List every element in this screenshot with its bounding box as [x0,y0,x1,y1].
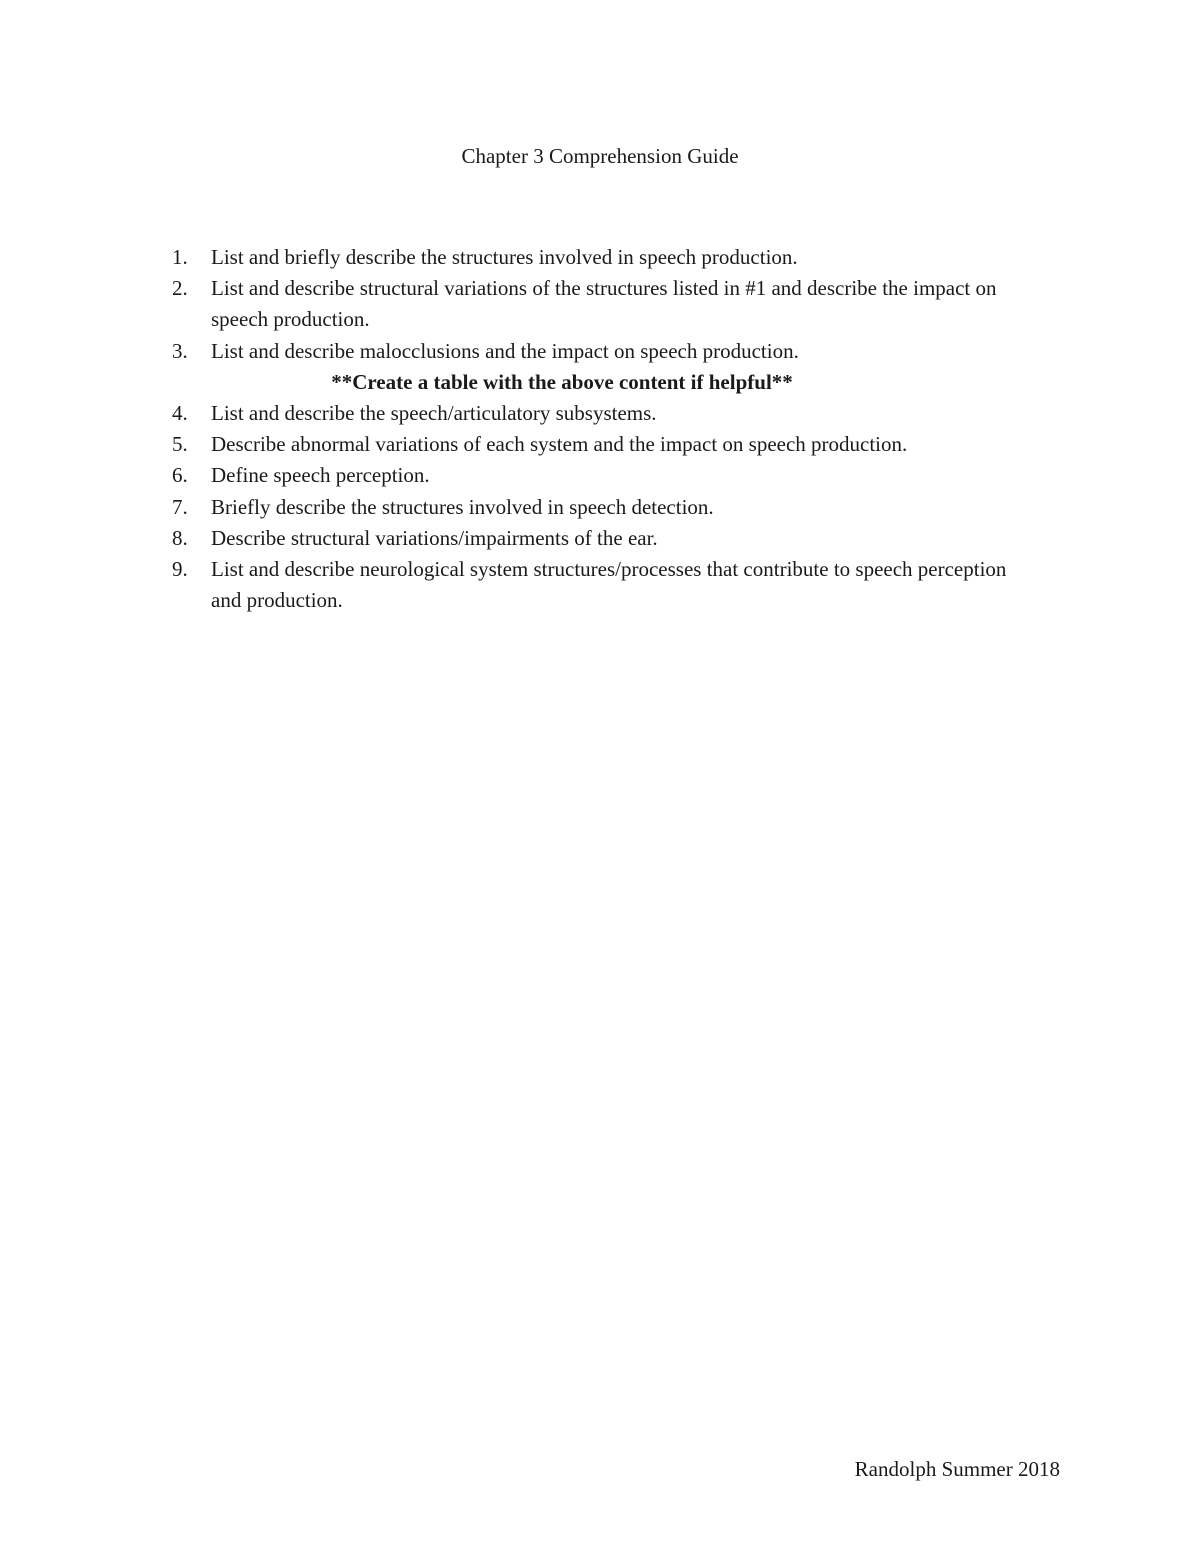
item-text: Describe structural variations/impairments of the ear. [211,525,658,550]
item-text: List and describe structural variations of the structures listed in #1 and describe the impact on speech production. [211,276,997,332]
item-number: 7. [172,494,188,519]
list-item [172,398,1012,429]
page-footer: Randolph Summer 2018 [854,1457,1060,1481]
item-text: List and describe the speech/articulatory subsystems. [211,401,657,426]
item-number: 3. [172,338,188,363]
list-item [172,336,1012,367]
item-text: List and describe neurological system structures/processes that contribute to speech perception and production. [211,557,1007,613]
list-item [172,273,1012,335]
item-number: 1. [172,245,188,269]
item-number: 6. [172,463,188,488]
list-item [172,492,1012,523]
list-item [172,523,1012,554]
item-number: 9. [172,557,188,582]
page-title: Chapter 3 Comprehension Guide [461,144,739,168]
question-list [172,242,1012,616]
item-number: 8. [172,525,188,550]
list-item [172,429,1012,460]
list-item [172,460,1012,491]
item-text: List and describe malocclusions and the impact on speech production. [211,338,799,363]
item-text: List and briefly describe the structures involved in speech production. [211,245,798,269]
item-text: Briefly describe the structures involved in speech detection. [211,494,714,519]
table-note: **Create a table with the above content if helpful** [331,369,793,394]
item-number: 5. [172,432,188,457]
item-number: 4. [172,401,188,426]
list-item [172,242,1012,273]
list-item [172,554,1012,616]
item-text: Define speech perception. [211,463,430,488]
item-number: 2. [172,276,188,301]
item-text: Describe abnormal variations of each system and the impact on speech production. [211,432,908,457]
